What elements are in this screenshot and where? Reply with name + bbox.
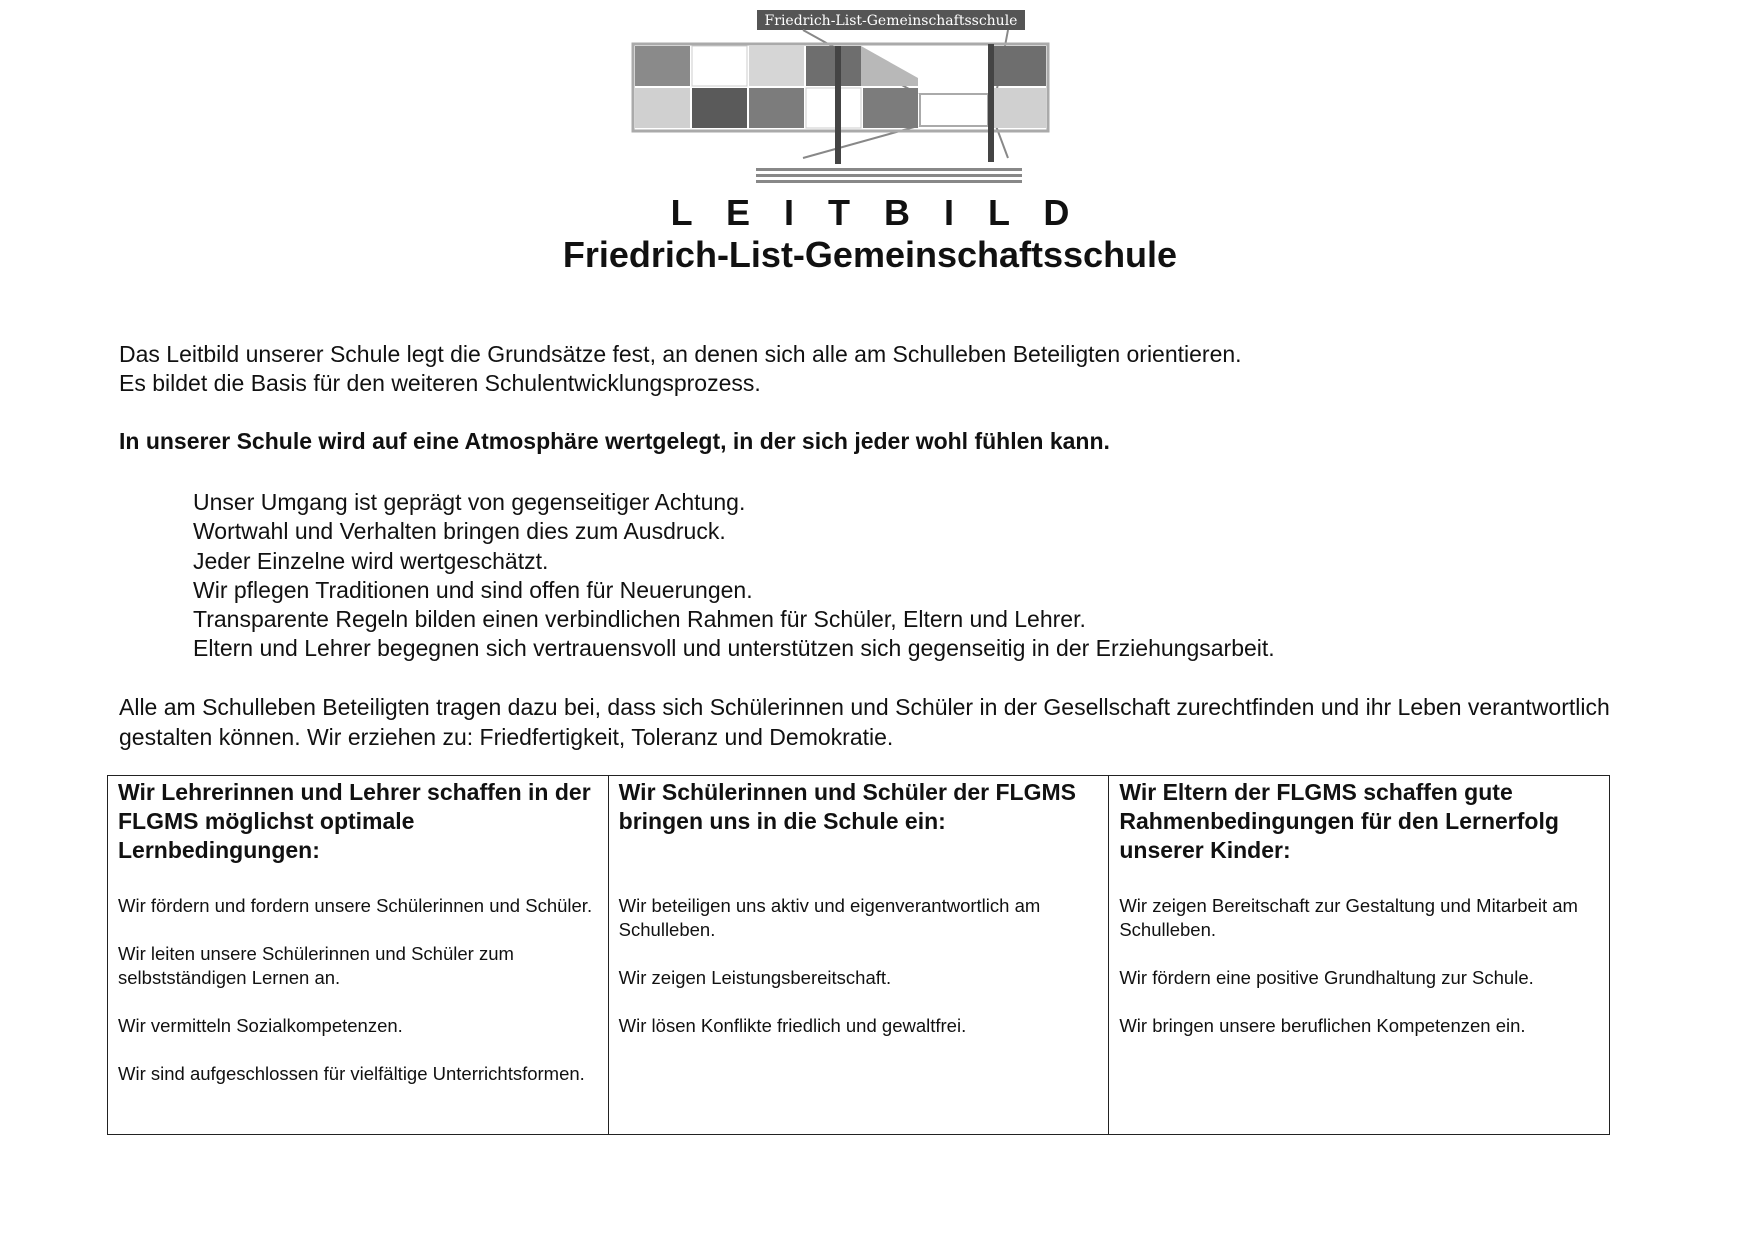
value-item: Wortwahl und Verhalten bringen dies zum Ausdruck. xyxy=(193,518,726,545)
value-item: Wir pflegen Traditionen und sind offen für Neuerungen. xyxy=(193,576,753,603)
students-column xyxy=(608,776,1109,1134)
teachers-column xyxy=(108,776,608,1134)
column-item: Wir fördern eine positive Grundhaltung zur Schule. xyxy=(1119,967,1534,988)
column-item: Wir beteiligen uns aktiv und eigenverantwortlich am Schulleben. xyxy=(618,895,1041,940)
logo-text: Friedrich-List-Gemeinschaftsschule xyxy=(764,13,1018,29)
parents-column xyxy=(1108,776,1609,1134)
column-item: Wir bringen unsere beruflichen Kompetenzen ein. xyxy=(1119,1015,1526,1036)
column-item: Wir sind aufgeschlossen für vielfältige Unterrichtsformen. xyxy=(118,1063,585,1084)
column-item: Wir fördern und fordern unsere Schülerinnen und Schüler. xyxy=(118,895,593,916)
page-title: L E I T B I L D xyxy=(670,192,1082,233)
value-item: Eltern und Lehrer begegnen sich vertrauensvoll und unterstützen sich gegenseitig in der Erziehungsarbeit. xyxy=(193,635,1275,662)
column-heading: Wir Schülerinnen und Schüler der FLGMS bringen uns in die Schule ein: xyxy=(618,779,1076,834)
intro-line: Das Leitbild unserer Schule legt die Grundsätze fest, an denen sich alle am Schulleben Beteiligten orientieren. xyxy=(119,341,1242,367)
school-logo xyxy=(628,8,1053,193)
commitments-table xyxy=(107,775,1610,1135)
column-item: Wir vermitteln Sozialkompetenzen. xyxy=(118,1015,403,1036)
value-item: Unser Umgang ist geprägt von gegenseitiger Achtung. xyxy=(193,489,746,515)
value-item: Transparente Regeln bilden einen verbindlichen Rahmen für Schüler, Eltern und Lehrer. xyxy=(193,606,1086,633)
column-heading: Wir Eltern der FLGMS schaffen gute Rahmenbedingungen für den Lernerfolg unserer Kinder: xyxy=(1119,779,1559,863)
column-item: Wir zeigen Leistungsbereitschaft. xyxy=(618,967,892,988)
column-item: Wir leiten unsere Schülerinnen und Schüler zum selbstständigen Lernen an. xyxy=(118,943,514,988)
column-heading: Wir Lehrerinnen und Lehrer schaffen in der FLGMS möglichst optimale Lernbedingungen: xyxy=(118,779,591,863)
school-name: Friedrich-List-Gemeinschaftsschule xyxy=(562,234,1178,275)
title-block xyxy=(0,193,1740,277)
closing-paragraph: Alle am Schulleben Beteiligten tragen dazu bei, dass sich Schülerinnen und Schüler in der Gesellschaft zurechtfinden und ihr Leben verantwortlich gestalten können. Wir erziehen zu: Friedfertigkeit, Toleranz und Demokratie. xyxy=(119,694,1610,750)
intro-paragraph xyxy=(119,340,1619,398)
lead-statement: In unserer Schule wird auf eine Atmosphäre wertgelegt, in der sich jeder wohl fühlen kann. xyxy=(119,428,1110,454)
value-item: Jeder Einzelne wird wertgeschätzt. xyxy=(193,547,549,574)
column-item: Wir zeigen Bereitschaft zur Gestaltung und Mitarbeit am Schulleben. xyxy=(1119,895,1578,940)
values-list xyxy=(193,488,1275,664)
column-item: Wir lösen Konflikte friedlich und gewaltfrei. xyxy=(618,1015,967,1036)
intro-line: Es bildet die Basis für den weiteren Schulentwicklungsprozess. xyxy=(119,370,761,396)
